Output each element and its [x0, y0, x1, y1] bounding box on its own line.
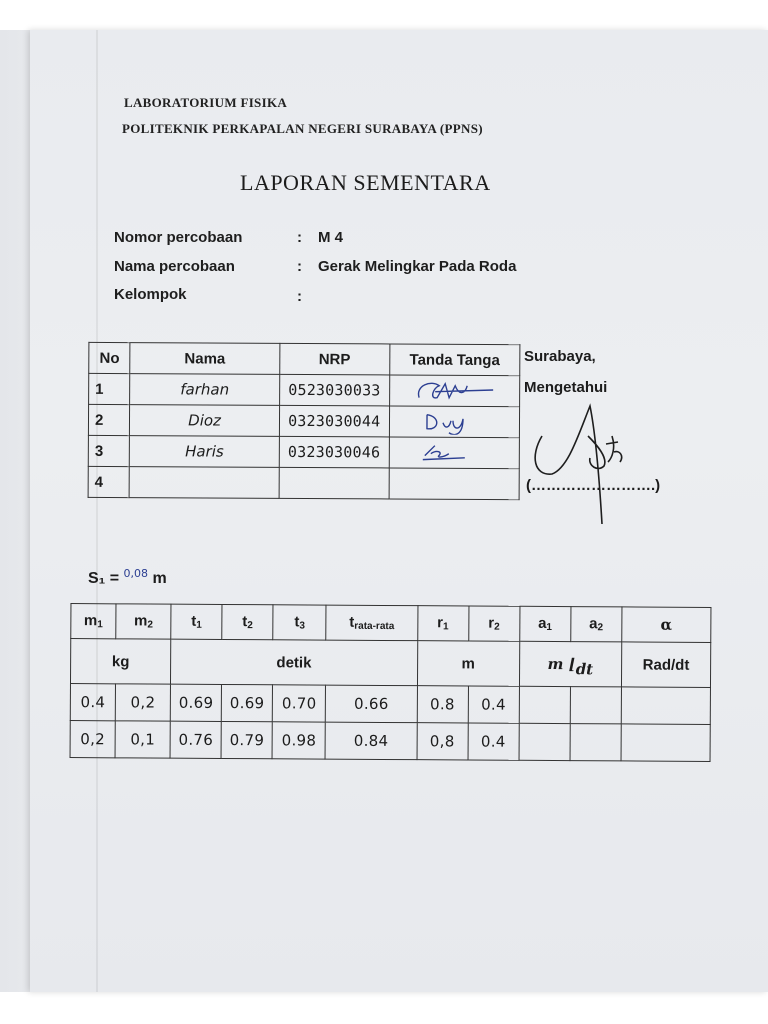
measurement-table	[70, 603, 712, 762]
cell-m2: 0,2	[115, 684, 170, 721]
header-nama: Nama	[130, 343, 280, 375]
table-row	[89, 373, 520, 406]
row-no: 3	[88, 435, 130, 466]
header-m2: $m_2$	[116, 604, 171, 639]
table-row	[88, 404, 519, 437]
row-nama	[129, 467, 279, 499]
unit-rad-dt: Rad/dt	[621, 642, 710, 688]
unit-detik: detik	[171, 639, 418, 686]
nomor-label: Nomor percobaan	[114, 229, 243, 246]
unit-kg: kg	[70, 639, 170, 685]
supervisor-signature	[528, 396, 638, 531]
row-no: 4	[88, 466, 130, 497]
signature-2-mark	[409, 409, 499, 435]
row-nrp: 0523030033	[279, 374, 389, 406]
symbol-header-row	[71, 604, 711, 643]
row-nama: farhan	[130, 374, 280, 406]
kelompok-colon: :	[297, 288, 302, 305]
header-r2: $r_2$	[468, 606, 519, 641]
cell-a1	[519, 723, 570, 760]
cell-r2: 0.4	[468, 723, 519, 760]
s1-value: 0,08	[123, 567, 149, 580]
supervisor-name-line: (…………………….)	[526, 477, 661, 494]
cell-t3: 0.70	[273, 685, 326, 722]
row-nama: Dioz	[130, 405, 280, 437]
unit-m: m	[417, 641, 519, 687]
row-no: 1	[89, 373, 131, 404]
table-row	[88, 435, 519, 468]
nama-colon: :	[297, 258, 302, 275]
table-row	[88, 466, 519, 499]
unit-header-row	[70, 639, 710, 688]
unit-accel: m ⌊dt	[519, 641, 621, 687]
row-nrp	[279, 467, 389, 499]
header-m1: $m_1$	[71, 604, 116, 639]
header-alpha: α	[622, 607, 711, 643]
cell-m1: 0.4	[70, 684, 115, 721]
cell-t3: 0.98	[272, 722, 325, 759]
header-tanda-tangan: Tanda Tanga	[390, 344, 520, 376]
header-t1: $t_1$	[171, 604, 222, 639]
signature-1-mark	[409, 378, 499, 404]
row-signature	[389, 437, 519, 469]
s1-unit: m	[152, 570, 167, 587]
header-no: No	[89, 342, 131, 373]
members-table	[88, 342, 521, 500]
header-r1: $r_1$	[417, 606, 468, 641]
header-t3: $t_3$	[273, 605, 326, 640]
institution-name: POLITEKNIK PERKAPALAN NEGERI SURABAYA (PPNS)	[122, 121, 483, 136]
row-signature	[389, 375, 519, 407]
cell-t-rata: 0.66	[326, 685, 417, 723]
cell-m1: 0,2	[70, 721, 115, 758]
cell-t2: 0.79	[221, 721, 272, 758]
cell-t2: 0.69	[221, 684, 272, 721]
signature-3-mark	[409, 440, 499, 466]
row-nrp: 0323030046	[279, 436, 389, 468]
cell-alpha	[621, 724, 710, 762]
kelompok-label: Kelompok	[114, 286, 187, 303]
table-row	[70, 721, 710, 762]
report-title: LAPORAN SEMENTARA	[240, 170, 491, 195]
nomor-colon: :	[297, 229, 302, 246]
cell-t-rata: 0.84	[325, 722, 416, 760]
header-nrp: NRP	[279, 343, 389, 375]
row-no: 2	[88, 404, 130, 435]
s1-line	[88, 567, 167, 588]
page-edge	[96, 30, 98, 992]
cell-alpha	[621, 687, 710, 725]
city-label: Surabaya,	[524, 348, 596, 365]
header-a2: $a_2$	[571, 607, 622, 642]
nama-label: Nama percobaan	[114, 258, 235, 275]
row-nrp: 0323030044	[279, 405, 389, 437]
table-row	[70, 684, 710, 725]
approval-label: Mengetahui	[524, 379, 608, 396]
cell-t1: 0.76	[170, 721, 221, 758]
row-nama: Haris	[130, 436, 280, 468]
cell-t1: 0.69	[170, 684, 221, 721]
cell-a2	[570, 687, 621, 724]
lab-name: LABORATORIUM FISIKA	[124, 95, 288, 110]
cell-m2: 0,1	[115, 721, 170, 758]
header-t-rata-rata: $t_{rata-rata}$	[326, 605, 417, 641]
row-signature	[389, 468, 519, 500]
cell-r1: 0,8	[417, 723, 468, 760]
cell-r1: 0.8	[417, 686, 468, 723]
nama-value: Gerak Melingkar Pada Roda	[318, 258, 517, 275]
cell-a1	[519, 686, 570, 723]
header-a1: $a_1$	[519, 606, 570, 641]
header-t2: $t_2$	[222, 604, 273, 639]
s1-label: S₁ =	[88, 570, 120, 587]
row-signature	[389, 406, 519, 438]
cell-r2: 0.4	[468, 686, 519, 723]
nomor-value: M 4	[318, 229, 344, 246]
cell-a2	[570, 724, 621, 761]
members-header-row	[89, 342, 520, 375]
